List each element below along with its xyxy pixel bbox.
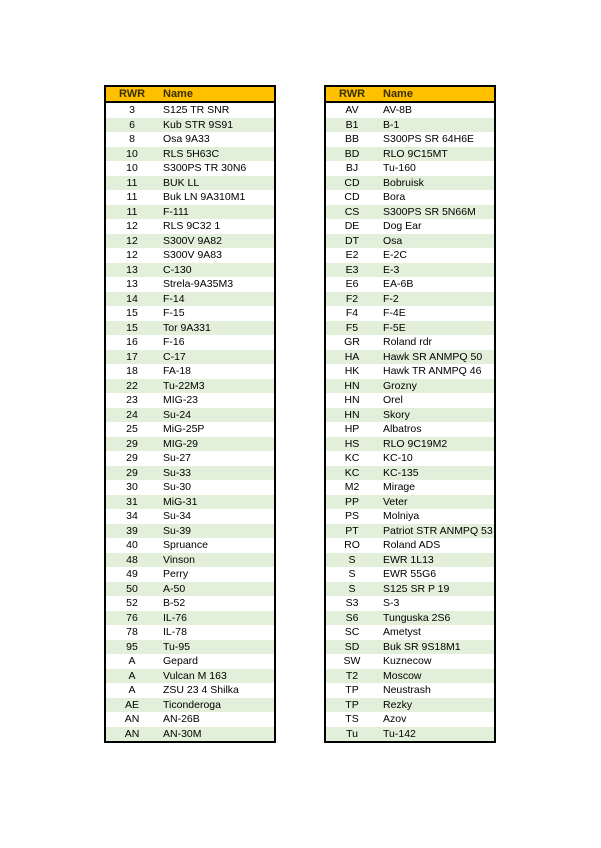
name-cell: F-4E: [383, 307, 406, 319]
table-row: [106, 335, 274, 350]
table-row: [106, 263, 274, 278]
name-cell: Roland ADS: [383, 539, 441, 551]
rwr-cell: PT: [345, 524, 359, 537]
rwr-cell: 13: [126, 263, 138, 276]
table-row: [106, 132, 274, 147]
table-row: [326, 103, 494, 118]
table-row: [106, 611, 274, 626]
rwr-table-left: [104, 85, 276, 743]
name-cell: Perry: [163, 568, 189, 580]
table-row: [106, 582, 274, 597]
name-cell: C-130: [163, 263, 192, 276]
name-cell: S300V 9A82: [163, 234, 222, 247]
table-row: [106, 466, 274, 481]
name-cell: IL-78: [163, 626, 187, 638]
rwr-cell: Tu: [346, 727, 358, 740]
rwr-cell: HN: [344, 408, 360, 421]
rwr-cell: HA: [344, 350, 360, 363]
table-row: [326, 408, 494, 423]
rwr-cell: 12: [126, 234, 138, 247]
rwr-cell: SC: [344, 626, 360, 638]
name-cell: B-52: [163, 597, 186, 609]
table-row: [326, 147, 494, 162]
table-row: [106, 190, 274, 205]
table-row: [106, 524, 274, 539]
rwr-cell: CD: [344, 176, 360, 189]
name-cell: Su-27: [163, 452, 192, 464]
name-cell: A-50: [163, 582, 186, 595]
rwr-cell: 40: [126, 539, 138, 551]
name-cell: F-14: [163, 292, 185, 305]
name-cell: F-15: [163, 307, 185, 319]
table-row: [106, 538, 274, 553]
name-cell: MiG-25P: [163, 423, 205, 435]
table-row: [326, 553, 494, 568]
table-row: [326, 538, 494, 553]
table-row: [326, 364, 494, 379]
table-row: [106, 669, 274, 684]
rwr-cell: TS: [345, 713, 359, 725]
name-cell: Moscow: [383, 669, 422, 682]
name-cell: Tor 9A331: [163, 321, 211, 334]
name-cell: Tunguska 2S6: [383, 611, 451, 624]
table-row: [106, 437, 274, 452]
table-body: [106, 103, 274, 741]
table-row: [326, 118, 494, 133]
name-cell: AV-8B: [383, 104, 412, 116]
name-cell: Rezky: [383, 698, 413, 711]
table-row: [326, 451, 494, 466]
name-cell: KC-10: [383, 452, 413, 464]
table-row: [326, 422, 494, 437]
rwr-cell: BB: [344, 133, 359, 145]
rwr-cell: 14: [126, 292, 138, 305]
rwr-cell: TP: [345, 684, 359, 696]
name-cell: Skory: [383, 408, 410, 421]
table-row: [106, 480, 274, 495]
rwr-cell: 12: [126, 220, 138, 232]
name-cell: Su-24: [163, 408, 192, 421]
table-row: [326, 335, 494, 350]
name-cell: Su-39: [163, 524, 192, 537]
table-row: [106, 234, 274, 249]
rwr-cell: 6: [129, 118, 135, 131]
table-header-row: [106, 87, 274, 103]
table-row: [106, 147, 274, 162]
name-cell: EWR 55G6: [383, 568, 437, 580]
name-cell: Buk LN 9A310M1: [163, 191, 246, 203]
rwr-cell: 39: [126, 524, 138, 537]
table-row: [106, 596, 274, 611]
name-cell: MIG-23: [163, 394, 199, 406]
table-row: [106, 625, 274, 640]
table-row: [326, 640, 494, 655]
table-row: [326, 712, 494, 727]
name-cell: RLO 9C15MT: [383, 147, 448, 160]
rwr-cell: E6: [345, 278, 359, 290]
rwr-cell: SW: [343, 655, 361, 667]
rwr-cell: 11: [126, 205, 138, 218]
table-row: [326, 132, 494, 147]
rwr-cell: HS: [344, 437, 360, 450]
rwr-cell: E2: [345, 249, 359, 261]
rwr-cell: 22: [126, 379, 138, 392]
rwr-cell: 16: [126, 336, 138, 348]
rwr-cell: DE: [344, 220, 360, 232]
name-cell: B-1: [383, 118, 400, 131]
rwr-cell: 11: [126, 176, 138, 189]
rwr-cell: SD: [344, 640, 360, 653]
name-cell: S125 TR SNR: [163, 104, 230, 116]
rwr-cell: CS: [344, 205, 360, 218]
table-row: [326, 654, 494, 669]
rwr-cell: F4: [345, 307, 359, 319]
name-cell: S125 SR P 19: [383, 582, 450, 595]
name-cell: Vulcan M 163: [163, 669, 227, 682]
table-row: [326, 683, 494, 698]
rwr-cell: B1: [345, 118, 359, 131]
table-row: [106, 698, 274, 713]
name-cell: ZSU 23 4 Shilka: [163, 684, 239, 696]
rwr-cell: 49: [126, 568, 138, 580]
table-row: [106, 248, 274, 263]
name-cell: F-5E: [383, 321, 406, 334]
rwr-cell: 78: [126, 626, 138, 638]
table-header-row: [326, 87, 494, 103]
name-cell: Kuznecow: [383, 655, 432, 667]
table-row: [106, 350, 274, 365]
table-row: [326, 495, 494, 510]
table-row: [106, 161, 274, 176]
rwr-cell: AE: [124, 698, 139, 711]
rwr-cell: 34: [126, 510, 138, 522]
name-cell: S-3: [383, 597, 400, 609]
name-cell: Tu-142: [383, 727, 416, 740]
name-cell: Bobruisk: [383, 176, 424, 189]
table-row: [326, 292, 494, 307]
rwr-cell: A: [128, 655, 136, 667]
table-row: [106, 422, 274, 437]
table-row: [326, 509, 494, 524]
rwr-cell: RO: [344, 539, 360, 551]
name-cell: Hawk SR ANMPQ 50: [383, 350, 483, 363]
table-row: [326, 582, 494, 597]
table-row: [106, 727, 274, 742]
name-cell: Dog Ear: [383, 220, 422, 232]
table-row: [326, 350, 494, 365]
table-row: [326, 190, 494, 205]
table-row: [106, 567, 274, 582]
column-header-name: Name: [383, 88, 413, 100]
table-row: [326, 263, 494, 278]
table-row: [326, 321, 494, 336]
rwr-cell: BD: [344, 147, 360, 160]
table-row: [326, 524, 494, 539]
table-row: [106, 654, 274, 669]
name-cell: Su-33: [163, 466, 192, 479]
name-cell: Molniya: [383, 510, 420, 522]
rwr-cell: CD: [344, 191, 360, 203]
name-cell: RLO 9C19M2: [383, 437, 448, 450]
name-cell: RLS 9C32 1: [163, 220, 221, 232]
table-row: [106, 176, 274, 191]
name-cell: MiG-31: [163, 495, 198, 508]
table-row: [106, 219, 274, 234]
table-row: [106, 712, 274, 727]
name-cell: IL-76: [163, 611, 187, 624]
table-row: [106, 103, 274, 118]
name-cell: Grozny: [383, 379, 417, 392]
name-cell: EWR 1L13: [383, 553, 434, 566]
name-cell: AN-30M: [163, 727, 202, 740]
rwr-cell: 30: [126, 481, 138, 493]
table-row: [326, 596, 494, 611]
name-cell: Osa: [383, 234, 403, 247]
name-cell: Ametyst: [383, 626, 421, 638]
name-cell: Vinson: [163, 553, 195, 566]
name-cell: Spruance: [163, 539, 208, 551]
rwr-cell: 25: [126, 423, 138, 435]
rwr-cell: 8: [129, 133, 135, 145]
rwr-cell: 10: [126, 162, 138, 174]
name-cell: S300V 9A83: [163, 249, 222, 261]
table-row: [326, 161, 494, 176]
name-cell: Kub STR 9S91: [163, 118, 234, 131]
rwr-cell: GR: [344, 336, 360, 348]
rwr-cell: 24: [126, 408, 138, 421]
rwr-cell: KC: [344, 452, 360, 464]
rwr-cell: KC: [344, 466, 360, 479]
name-cell: Ticonderoga: [163, 698, 221, 711]
table-row: [326, 727, 494, 742]
column-header-rwr: RWR: [118, 88, 146, 100]
rwr-cell: A: [128, 669, 136, 682]
name-cell: Roland rdr: [383, 336, 433, 348]
rwr-cell: 48: [126, 553, 138, 566]
rwr-cell: E3: [345, 263, 359, 276]
rwr-cell: 15: [126, 321, 138, 334]
rwr-cell: PS: [344, 510, 359, 522]
rwr-cell: 50: [126, 582, 138, 595]
name-cell: Strela-9A35M3: [163, 278, 234, 290]
name-cell: F-111: [163, 205, 189, 218]
rwr-cell: A: [128, 684, 136, 696]
table-row: [106, 321, 274, 336]
rwr-cell: PP: [344, 495, 359, 508]
rwr-cell: TP: [345, 698, 359, 711]
rwr-cell: 29: [126, 452, 138, 464]
table-row: [326, 379, 494, 394]
rwr-cell: 31: [126, 495, 138, 508]
name-cell: S300PS TR 30N6: [163, 162, 247, 174]
table-body: [326, 103, 494, 741]
rwr-cell: 29: [126, 466, 138, 479]
rwr-cell: 76: [126, 611, 138, 624]
name-cell: Bora: [383, 191, 406, 203]
rwr-cell: 13: [126, 278, 138, 290]
table-row: [326, 669, 494, 684]
rwr-cell: S3: [345, 597, 359, 609]
name-cell: Tu-95: [163, 640, 191, 653]
rwr-cell: 10: [126, 147, 138, 160]
name-cell: Buk SR 9S18M1: [383, 640, 461, 653]
name-cell: Neustrash: [383, 684, 431, 696]
table-row: [326, 176, 494, 191]
rwr-cell: S: [348, 553, 356, 566]
table-row: [106, 393, 274, 408]
table-row: [326, 234, 494, 249]
name-cell: S300PS SR 5N66M: [383, 205, 476, 218]
rwr-cell: AV: [345, 104, 359, 116]
name-cell: F-2: [383, 292, 399, 305]
rwr-cell: 52: [126, 597, 138, 609]
table-row: [106, 306, 274, 321]
name-cell: Tu-22M3: [163, 379, 205, 392]
table-row: [326, 306, 494, 321]
name-cell: EA-6B: [383, 278, 414, 290]
name-cell: F-16: [163, 336, 185, 348]
table-row: [326, 437, 494, 452]
name-cell: Veter: [383, 495, 408, 508]
table-row: [106, 364, 274, 379]
rwr-cell: 3: [129, 104, 135, 116]
rwr-cell: 18: [126, 365, 138, 377]
name-cell: S300PS SR 64H6E: [383, 133, 475, 145]
name-cell: Mirage: [383, 481, 416, 493]
rwr-cell: 95: [126, 640, 138, 653]
rwr-cell: AN: [124, 727, 140, 740]
table-row: [106, 205, 274, 220]
name-cell: BUK LL: [163, 176, 200, 189]
table-row: [326, 480, 494, 495]
rwr-cell: 23: [126, 394, 138, 406]
name-cell: E-2C: [383, 249, 407, 261]
table-row: [106, 408, 274, 423]
rwr-cell: 17: [126, 350, 138, 363]
name-cell: E-3: [383, 263, 400, 276]
table-row: [106, 379, 274, 394]
table-row: [326, 625, 494, 640]
name-cell: Su-30: [163, 481, 192, 493]
table-row: [106, 553, 274, 568]
table-row: [106, 118, 274, 133]
rwr-cell: T2: [345, 669, 359, 682]
name-cell: Orel: [383, 394, 403, 406]
table-row: [106, 495, 274, 510]
name-cell: Tu-160: [383, 162, 416, 174]
rwr-cell: HK: [344, 365, 360, 377]
name-cell: AN-26B: [163, 713, 200, 725]
name-cell: Su-34: [163, 510, 192, 522]
table-row: [326, 611, 494, 626]
rwr-cell: F2: [345, 292, 359, 305]
rwr-cell: HP: [344, 423, 360, 435]
table-row: [326, 393, 494, 408]
table-row: [106, 292, 274, 307]
column-header-rwr: RWR: [338, 88, 366, 100]
table-row: [326, 205, 494, 220]
table-row: [106, 451, 274, 466]
table-row: [326, 219, 494, 234]
rwr-cell: 11: [126, 191, 138, 203]
name-cell: RLS 5H63C: [163, 147, 220, 160]
name-cell: Albatros: [383, 423, 422, 435]
rwr-cell: DT: [345, 234, 359, 247]
table-row: [326, 277, 494, 292]
rwr-cell: S6: [345, 611, 359, 624]
name-cell: C-17: [163, 350, 186, 363]
name-cell: Azov: [383, 713, 407, 725]
rwr-cell: BJ: [345, 162, 359, 174]
rwr-cell: S: [348, 568, 356, 580]
rwr-cell: AN: [124, 713, 140, 725]
rwr-cell: M2: [344, 481, 360, 493]
table-row: [326, 567, 494, 582]
table-row: [106, 509, 274, 524]
rwr-cell: 29: [126, 437, 138, 450]
name-cell: Patriot STR ANMPQ 53: [383, 524, 493, 537]
table-row: [326, 466, 494, 481]
rwr-cell: HN: [344, 379, 360, 392]
rwr-cell: 12: [126, 249, 138, 261]
rwr-cell: F5: [345, 321, 359, 334]
name-cell: Gepard: [163, 655, 199, 667]
table-row: [106, 683, 274, 698]
table-row: [326, 698, 494, 713]
rwr-cell: 15: [126, 307, 138, 319]
rwr-cell: HN: [344, 394, 360, 406]
name-cell: KC-135: [383, 466, 419, 479]
table-row: [106, 640, 274, 655]
column-header-name: Name: [163, 88, 193, 100]
name-cell: Osa 9A33: [163, 133, 210, 145]
table-row: [106, 277, 274, 292]
table-row: [326, 248, 494, 263]
name-cell: Hawk TR ANMPQ 46: [383, 365, 482, 377]
name-cell: MIG-29: [163, 437, 199, 450]
rwr-table-right: [324, 85, 496, 743]
rwr-cell: S: [348, 582, 356, 595]
name-cell: FA-18: [163, 365, 192, 377]
